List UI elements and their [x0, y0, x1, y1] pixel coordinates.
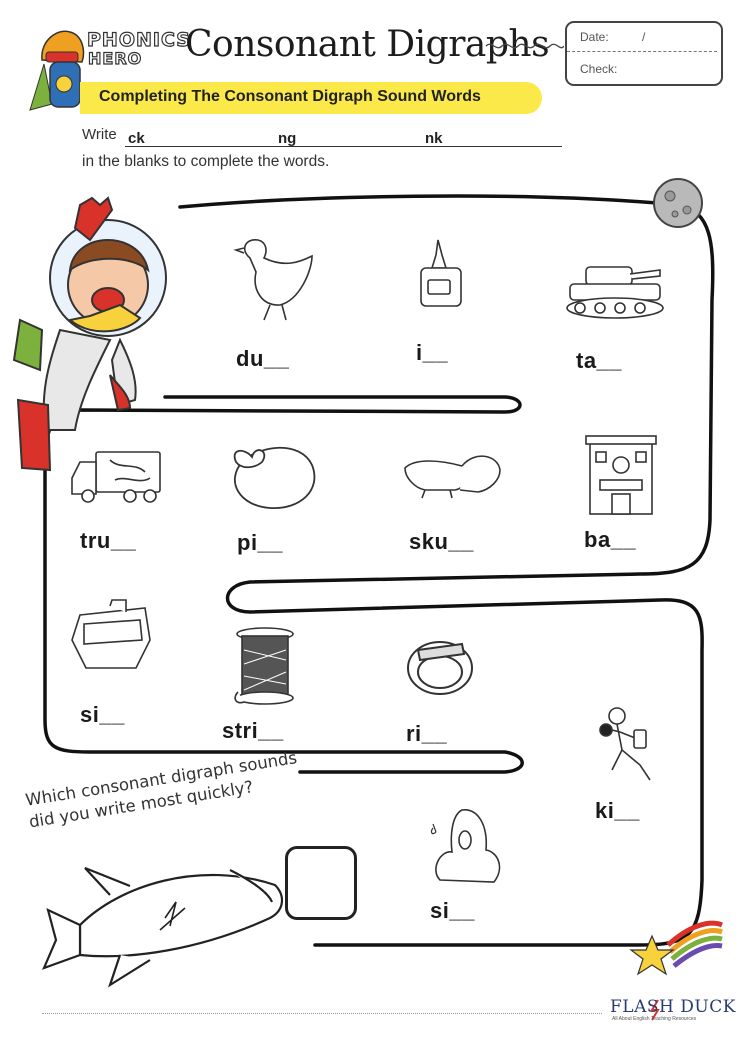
date-label: Date:: [580, 30, 609, 44]
answer-box[interactable]: [285, 846, 357, 920]
asteroid-icon: [654, 179, 702, 227]
duck-icon: [236, 240, 312, 320]
reflection-question: Which consonant digraph sounds did you write most quickly?: [24, 748, 299, 832]
word-label: pi__: [237, 530, 284, 555]
word-label: ba__: [584, 527, 637, 552]
rainbow-star-icon: [631, 923, 722, 974]
ink-bottle-icon: [421, 240, 461, 306]
ring-icon: [408, 642, 472, 694]
logo-text-hero: HERO: [88, 49, 143, 68]
word-label: i__: [416, 340, 449, 365]
digraph-ck: ck: [128, 130, 145, 147]
instruction-underline: [125, 146, 562, 147]
title-squiggle-decoration: [484, 40, 564, 52]
footer-brand: FLASH DUCK: [610, 997, 736, 1017]
word-label: ta__: [576, 348, 623, 373]
check-label: Check:: [580, 62, 618, 76]
rocket-icon: [44, 868, 282, 985]
word-label: tru__: [80, 528, 137, 553]
footer-tagline: All About English Teaching Resources: [612, 1016, 697, 1022]
date-check-divider: [567, 51, 717, 52]
bank-icon: [586, 436, 656, 514]
logo-text-phonics: PHONICS: [87, 29, 191, 51]
footer-divider: [42, 1013, 602, 1014]
word-label: si__: [430, 898, 475, 923]
string-spool-icon: [235, 628, 293, 704]
instruction-line-2: in the blanks to complete the words.: [82, 153, 330, 170]
word-label: si__: [80, 702, 125, 727]
word-label: sku__: [409, 529, 474, 554]
sing-icon: [432, 810, 500, 882]
digraph-nk: nk: [425, 130, 443, 147]
digraph-ng: ng: [278, 130, 297, 147]
word-label: du__: [236, 346, 290, 371]
instruction-write-label: Write: [82, 126, 117, 143]
truck-icon: [72, 452, 160, 502]
astronaut-hero-icon: [14, 198, 166, 470]
pink-blob-icon: [235, 448, 315, 508]
sink-icon: [72, 600, 150, 668]
phonics-hero-logo-icon: [30, 31, 84, 110]
tank-icon: [567, 267, 663, 318]
page-title: Consonant Digraphs: [185, 24, 550, 65]
kick-icon: [600, 708, 650, 780]
skunk-icon: [405, 456, 500, 498]
date-separator: /: [642, 30, 646, 44]
word-label: stri__: [222, 718, 284, 743]
word-label: ki__: [595, 798, 640, 823]
word-label: ri__: [406, 721, 448, 746]
page-subtitle: Completing The Consonant Digraph Sound Words: [99, 88, 481, 105]
